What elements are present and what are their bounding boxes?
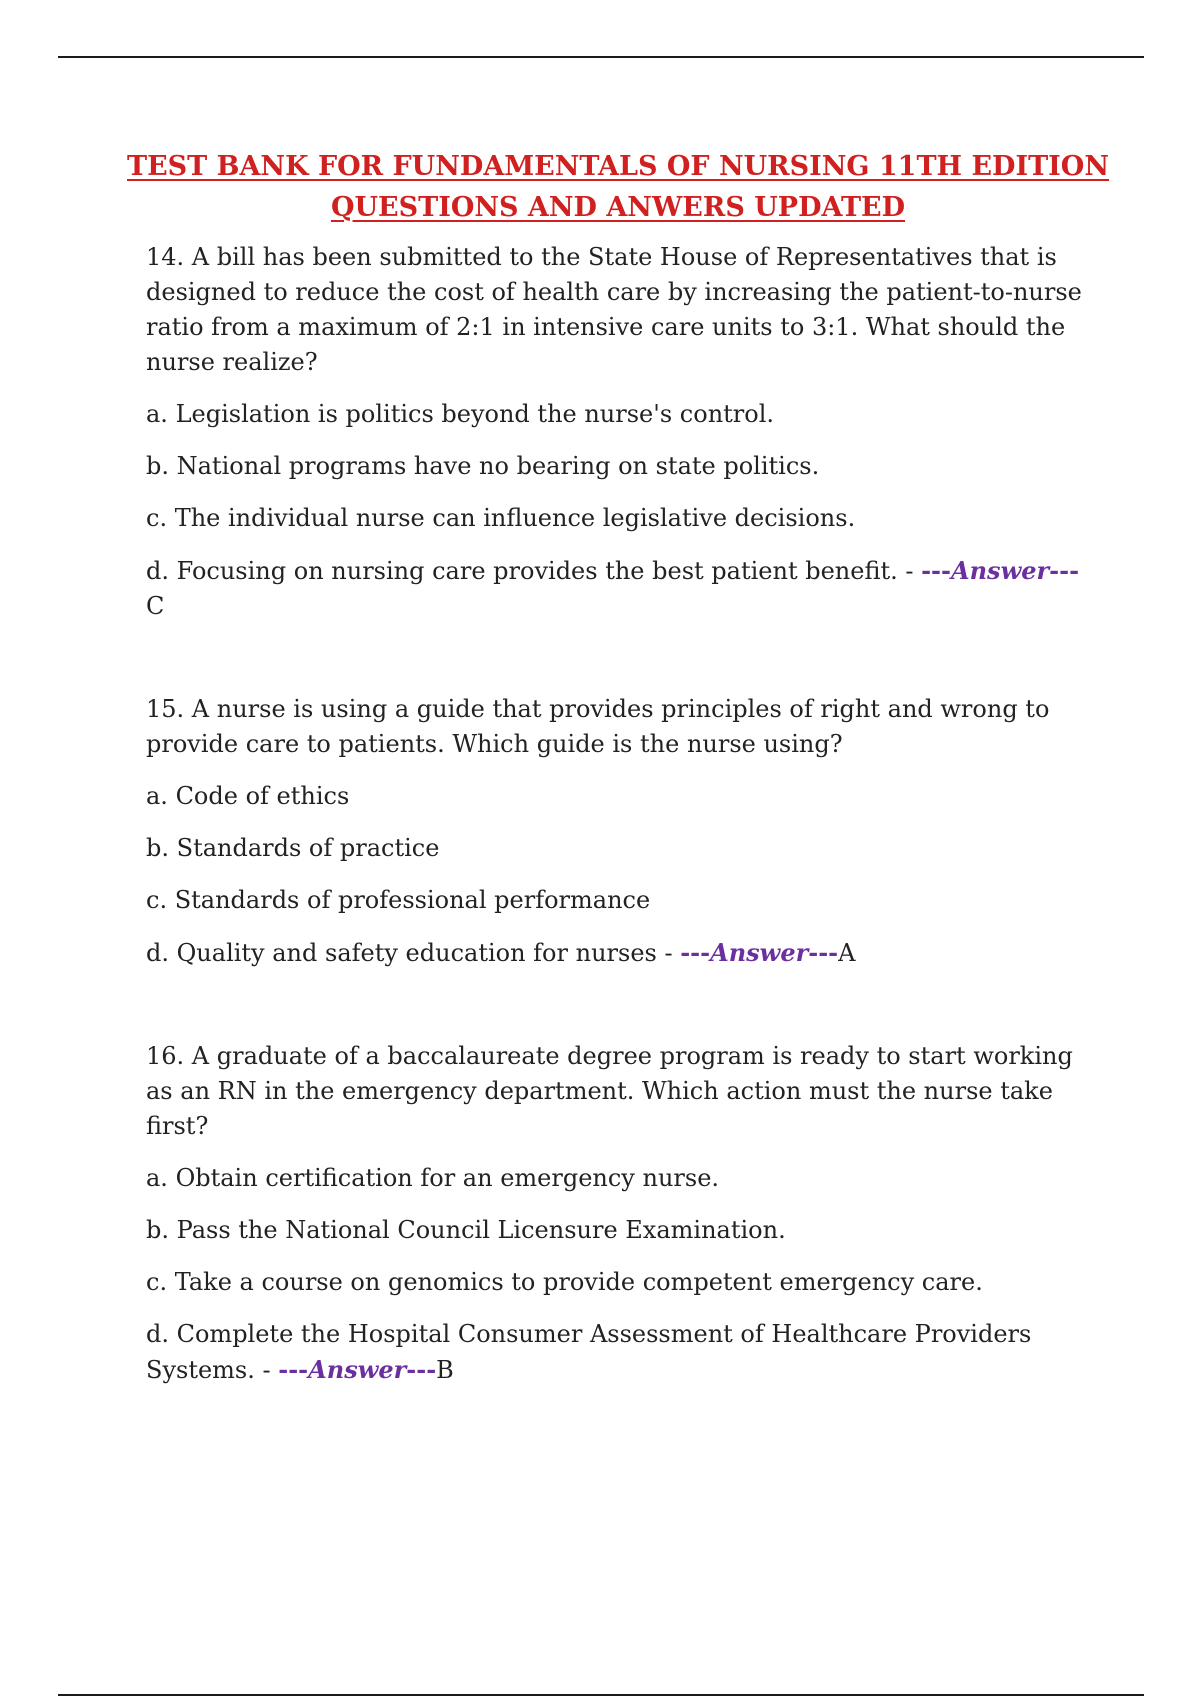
option-b: b. Pass the National Council Licensure Examination. bbox=[146, 1216, 786, 1244]
option-d bbox=[146, 935, 1086, 971]
question-block-14 bbox=[146, 240, 1086, 624]
option-d bbox=[146, 1317, 1086, 1388]
page-title bbox=[0, 146, 1200, 228]
option-a: a. Obtain certification for an emergency nurse. bbox=[146, 1164, 720, 1192]
question-text: 14. A bill has been submitted to the State House of Representatives that is designed to reduce the cost of health care by increasing the patient-to-nurse ratio from a maximum of 2:1 in intensive care units to 3:1. What should the nurse realize? bbox=[146, 243, 1082, 376]
answer-marker: ---Answer--- bbox=[921, 556, 1080, 585]
answer-letter: A bbox=[838, 939, 856, 967]
option-b: b. Standards of practice bbox=[146, 834, 440, 862]
bottom-rule bbox=[58, 1694, 1144, 1696]
option-c: c. Take a course on genomics to provide competent emergency care. bbox=[146, 1268, 983, 1296]
question-text: 15. A nurse is using a guide that provides principles of right and wrong to provide care to patients. Which guide is the nurse using? bbox=[146, 695, 1050, 758]
option-d-text: d. Complete the Hospital Consumer Assessment of Healthcare Providers Systems. - bbox=[146, 1320, 1032, 1384]
option-d-text: d. Quality and safety education for nurses - bbox=[146, 939, 681, 967]
question-list bbox=[146, 240, 1086, 1405]
question-block-15 bbox=[146, 692, 1086, 971]
option-b: b. National programs have no bearing on state politics. bbox=[146, 452, 820, 480]
option-a: a. Code of ethics bbox=[146, 782, 350, 810]
answer-marker: ---Answer--- bbox=[680, 938, 839, 967]
option-a: a. Legislation is politics beyond the nurse's control. bbox=[146, 400, 775, 428]
option-c: c. The individual nurse can influence legislative decisions. bbox=[146, 504, 856, 532]
title-line-2: QUESTIONS AND ANWERS UPDATED bbox=[330, 192, 906, 223]
question-text: 16. A graduate of a baccalaureate degree program is ready to start working as an RN in the emergency department. Which action must the nurse take first? bbox=[146, 1042, 1073, 1140]
option-d-text: d. Focusing on nursing care provides the best patient benefit. - bbox=[146, 557, 922, 585]
title-line-1: TEST BANK FOR FUNDAMENTALS OF NURSING 11TH EDITION bbox=[127, 151, 1109, 182]
answer-letter: B bbox=[436, 1356, 454, 1384]
answer-letter: C bbox=[146, 592, 165, 620]
question-block-16 bbox=[146, 1039, 1086, 1388]
top-rule bbox=[58, 56, 1144, 58]
option-c: c. Standards of professional performance bbox=[146, 886, 651, 914]
option-d bbox=[146, 553, 1086, 624]
answer-marker: ---Answer--- bbox=[278, 1355, 437, 1384]
